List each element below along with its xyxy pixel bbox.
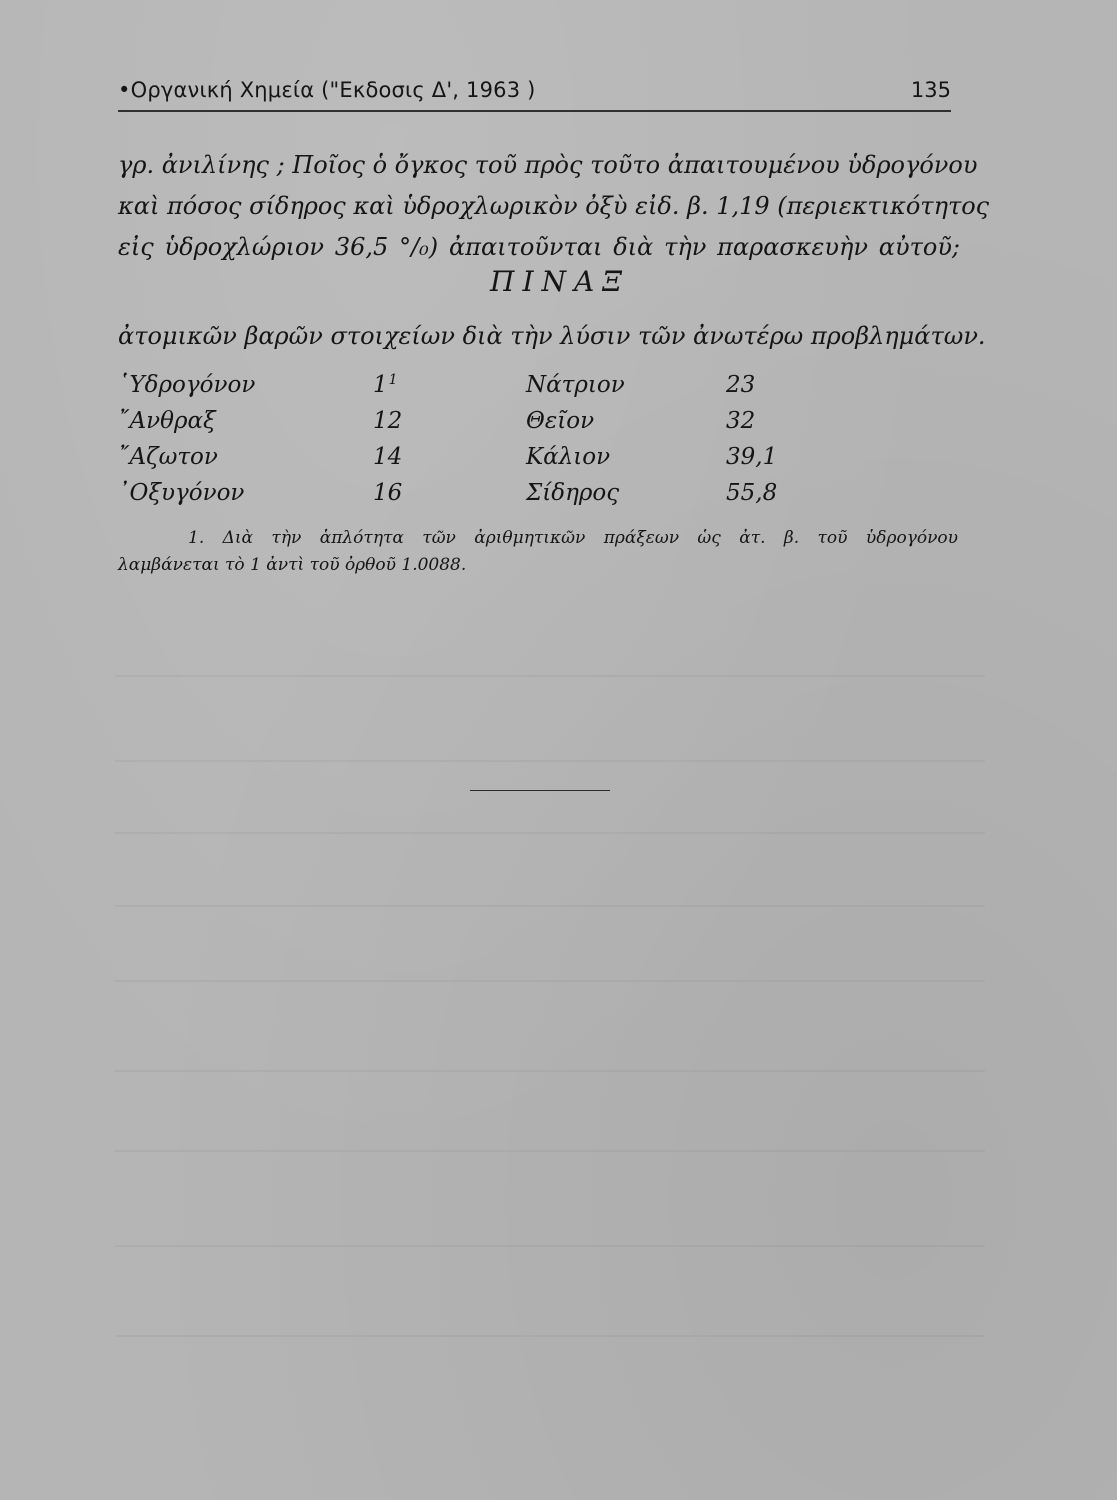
footnote bbox=[118, 525, 958, 579]
bleed-through-line bbox=[115, 1245, 985, 1247]
table-row bbox=[118, 403, 838, 439]
bleed-through-line bbox=[115, 980, 985, 982]
atomic-weight-value: 14 bbox=[373, 444, 403, 470]
paragraph-line: καὶ πόσος σίδηρος καὶ ὑδροχλωρικὸν ὀξὺ εἰδ. β. 1,19 (περιεκτικότητος bbox=[118, 192, 990, 220]
element-name: Νάτριον bbox=[526, 372, 625, 398]
footnote-line: 1. Διὰ τὴν ἁπλότητα τῶν ἀριθμητικῶν πράξεων ὡς ἀτ. β. τοῦ ὑδρογόνου bbox=[188, 528, 958, 548]
problem-paragraph bbox=[118, 145, 990, 268]
table-row bbox=[118, 439, 838, 475]
page-number: 135 bbox=[910, 78, 951, 102]
element-name: Σίδηρος bbox=[526, 480, 620, 506]
paragraph-line: γρ. ἀνιλίνης ; Ποῖος ὁ ὄγκος τοῦ πρὸς τοῦτο ἀπαιτουμένου ὑδρογόνου bbox=[118, 151, 978, 179]
atomic-weight bbox=[373, 475, 403, 511]
paragraph-line: εἰς ὑδροχλώριον 36,5 °/₀) ἀπαιτοῦνται διὰ τὴν παρασκευὴν αὐτοῦ; bbox=[118, 233, 960, 261]
page-header bbox=[118, 75, 951, 109]
atomic-weights-table bbox=[118, 367, 838, 511]
table-subtitle: ἀτομικῶν βαρῶν στοιχείων διὰ τὴν λύσιν τῶν ἀνωτέρω προβλημάτων. bbox=[118, 322, 986, 350]
bleed-through-line bbox=[115, 1150, 985, 1152]
element-name: ῾Υδρογόνον bbox=[118, 372, 256, 398]
footnote-line: λαμβάνεται τὸ 1 ἀντὶ τοῦ ὀρθοῦ 1.0088. bbox=[118, 555, 467, 575]
running-title: •Οργανική Χημεία ("Εκδοσις Δ', 1963 ) bbox=[118, 78, 536, 102]
table-row bbox=[118, 367, 838, 403]
bleed-through-line bbox=[115, 832, 985, 834]
bleed-through-line bbox=[115, 905, 985, 907]
bleed-through-line bbox=[115, 1335, 985, 1337]
bleed-through-line bbox=[115, 760, 985, 762]
atomic-weight: 32 bbox=[726, 408, 756, 434]
table-row bbox=[118, 475, 838, 511]
atomic-weight: 23 bbox=[726, 372, 756, 398]
atomic-weight bbox=[373, 367, 398, 403]
atomic-weight bbox=[373, 403, 403, 439]
atomic-weight: 39,1 bbox=[726, 444, 778, 470]
bleed-through-line bbox=[115, 675, 985, 677]
footnote-mark: 1 bbox=[388, 372, 398, 389]
atomic-weight-value: 16 bbox=[373, 480, 403, 506]
element-name: ῎Αζωτον bbox=[118, 444, 218, 470]
atomic-weight: 55,8 bbox=[726, 480, 778, 506]
header-rule bbox=[118, 110, 951, 112]
end-rule bbox=[470, 790, 610, 791]
atomic-weight bbox=[373, 439, 403, 475]
element-name: ᾿Οξυγόνον bbox=[118, 480, 245, 506]
atomic-weight-value: 1 bbox=[373, 372, 388, 398]
element-name: Θεῖον bbox=[526, 408, 595, 434]
element-name: Κάλιον bbox=[526, 444, 611, 470]
element-name: ῎Ανθραξ bbox=[118, 408, 216, 434]
atomic-weight-value: 12 bbox=[373, 408, 403, 434]
bleed-through-line bbox=[115, 1070, 985, 1072]
table-title: ΠΙΝΑΞ bbox=[490, 265, 630, 298]
